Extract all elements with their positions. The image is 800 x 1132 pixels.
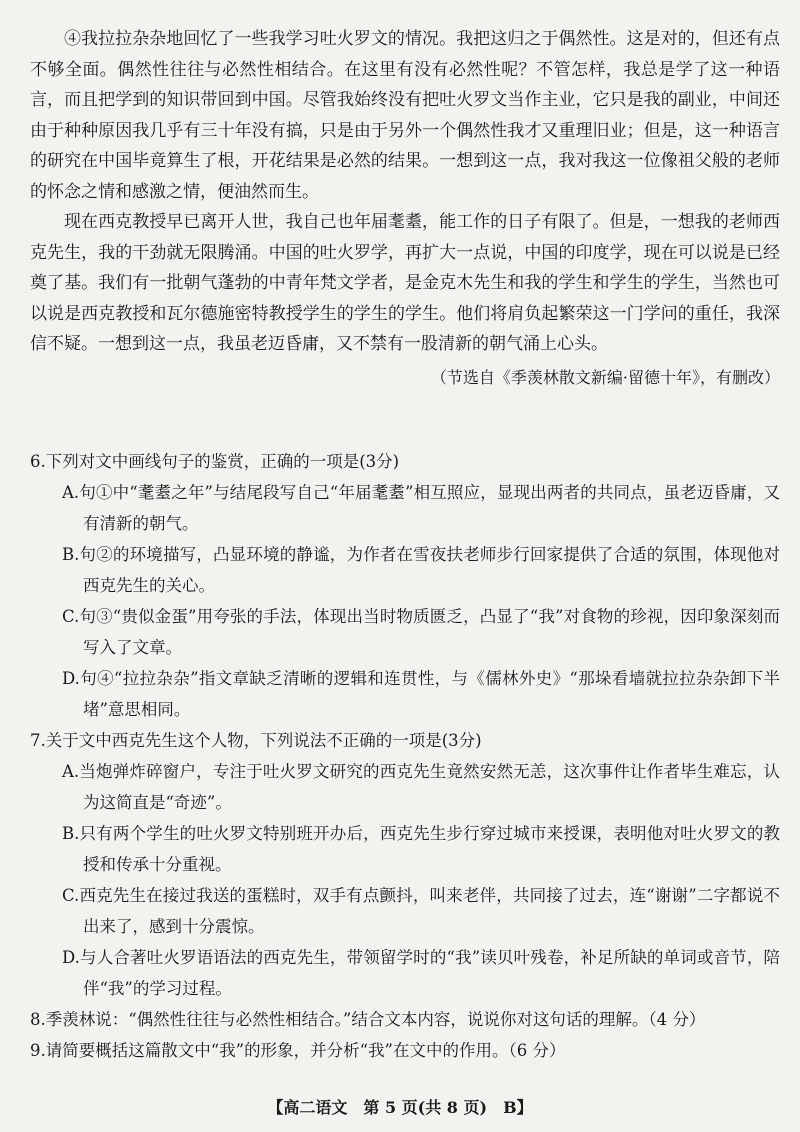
passage-paragraph-4: ④我拉拉杂杂地回忆了一些我学习吐火罗文的情况。我把这归之于偶然性。这是对的，但还有点不够全面。偶然性往往与必然性相结合。在这里有没有必然性呢？不管怎样，我总是学了这一种语言，而且把学到的知识带回到中国。尽管我始终没有把吐火罗文当作主业，它只是我的副业，中间还由于种种原因我几乎有三十年没有搞，只是由于另外一个偶然性我才又重理旧业；但是，这一种语言的研究在中国毕竟算生了根，开花结果是必然的结果。一想到这一点，我对我这一位像祖父般的老师的怀念之情和感激之情，便油然而生。: [30, 29, 780, 202]
passage-paragraph-5: 现在西克教授早已离开人世，我自己也年届耄耋，能工作的日子有限了。但是，一想我的老师西克先生，我的干劲就无限腾涌。中国的吐火罗学，再扩大一点说，中国的印度学，现在可以说是已经奠了基。我们有一批朝气蓬勃的中青年梵文学者，是金克木先生和我的学生和学生的学生，当然也可以说是西克教授和瓦尔德施密特教授学生的学生的学生。他们将肩负起繁荣这一门学问的重任，我深信不疑。一想到这一点，我虽老迈昏庸，又不禁有一股清新的朝气涌上心头。: [30, 212, 780, 354]
question-list: [30, 446, 780, 1066]
reading-passage: [30, 24, 780, 392]
option-a: A.句①中“耄耋之年”与结尾段写自己“年届耄耋”相互照应，显现出两者的共同点，虽老迈昏庸，又有清新的朝气。: [62, 483, 780, 533]
question-9: [30, 1035, 780, 1066]
option-c: C.西克先生在接过我送的蛋糕时，双手有点颤抖，叫来老伴，共同接了过去，连“谢谢”二字都说不出来了，感到十分震惊。: [62, 886, 780, 936]
option-d: D.句④“拉拉杂杂”指文章缺乏清晰的逻辑和连贯性，与《儒林外史》“那垛看墙就拉拉杂杂卸下半堵”意思相同。: [62, 669, 780, 719]
option-b: B.句②的环境描写，凸显环境的静谧，为作者在雪夜扶老师步行回家提供了合适的氛围，体现他对西克先生的关心。: [62, 545, 780, 595]
question-8: [30, 1004, 780, 1035]
question-stem: 6.下列对文中画线句子的鉴赏，正确的一项是(3分): [30, 452, 400, 471]
question-stem: 8.季羡林说：“偶然性往往与必然性相结合。”结合文本内容，说说你对这句话的理解。（4 分）: [30, 1010, 706, 1029]
option-c: C.句③“贵似金蛋”用夸张的手法，体现出当时物质匮乏，凸显了“我”对食物的珍视，因印象深刻而写入了文章。: [62, 607, 780, 657]
question-stem: 7.关于文中西克先生这个人物，下列说法不正确的一项是(3分): [30, 731, 482, 750]
question-7: [30, 725, 780, 1004]
option-b: B.只有两个学生的吐火罗文特别班开办后，西克先生步行穿过城市来授课，表明他对吐火罗文的教授和传承十分重视。: [62, 824, 780, 874]
passage-source: （节选自《季羡林散文新编·留德十年》，有删改）: [430, 367, 780, 387]
page-footer: 【高二语文 第 5 页(共 8 页) B】: [267, 1098, 533, 1117]
question-6: [30, 446, 780, 725]
option-a: A.当炮弹炸碎窗户，专注于吐火罗文研究的西克先生竟然安然无恙，这次事件让作者毕生难忘，认为这简直是“奇迹”。: [62, 762, 780, 812]
question-stem: 9.请简要概括这篇散文中“我”的形象，并分析“我”在文中的作用。（6 分）: [30, 1041, 566, 1060]
option-d: D.与人合著吐火罗语语法的西克先生，带领留学时的“我”读贝叶残卷，补足所缺的单词或音节，陪伴“我”的学习过程。: [62, 948, 780, 998]
